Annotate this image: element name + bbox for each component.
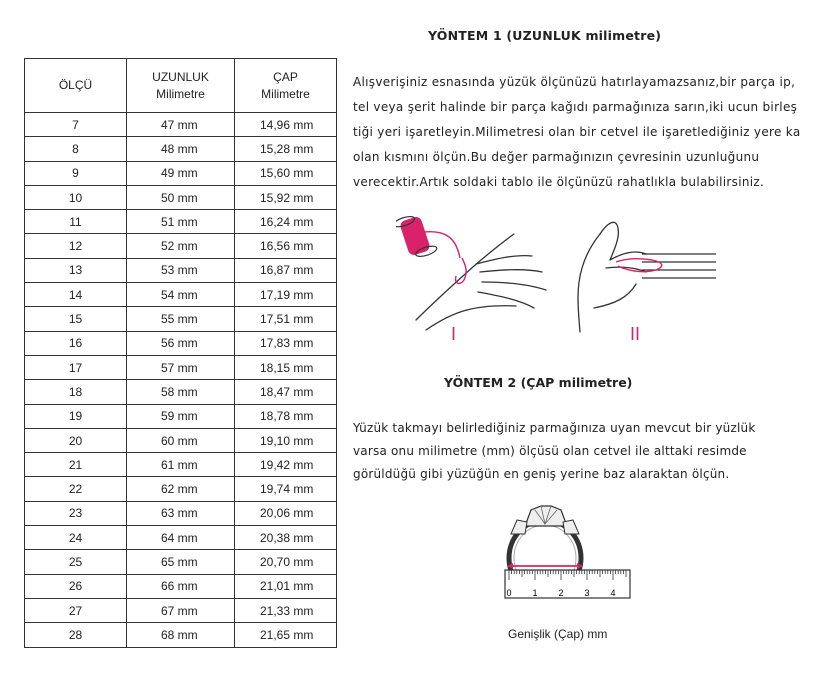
- header-diameter: [235, 59, 337, 113]
- diameter-cell: 17,83 mm: [235, 331, 337, 355]
- diameter-cell: 19,74 mm: [235, 477, 337, 501]
- size-cell: 7: [25, 113, 127, 137]
- diameter-cell: 18,78 mm: [235, 404, 337, 428]
- size-cell: 19: [25, 404, 127, 428]
- length-cell: 56 mm: [127, 331, 235, 355]
- size-cell: 21: [25, 453, 127, 477]
- diameter-cell: 20,38 mm: [235, 526, 337, 550]
- ruler-label: 0: [506, 588, 512, 598]
- diameter-cell: 17,51 mm: [235, 307, 337, 331]
- diameter-cell: 18,47 mm: [235, 380, 337, 404]
- table-row: [25, 598, 337, 622]
- thread-spool-icon: [396, 214, 438, 258]
- length-cell: 52 mm: [127, 234, 235, 258]
- table-row: [25, 137, 337, 161]
- diameter-cell: 20,70 mm: [235, 550, 337, 574]
- header-length-line2: Milimetre: [156, 86, 205, 101]
- table-row: [25, 185, 337, 209]
- size-cell: 8: [25, 137, 127, 161]
- table-row: [25, 380, 337, 404]
- diameter-cell: 15,92 mm: [235, 185, 337, 209]
- method1-line: tel veya şerit halinde bir parça kağıdı parmağınıza sarın,iki ucun birleş: [353, 100, 798, 114]
- diameter-cell: 19,42 mm: [235, 453, 337, 477]
- length-cell: 55 mm: [127, 307, 235, 331]
- size-cell: 12: [25, 234, 127, 258]
- length-cell: 47 mm: [127, 113, 235, 137]
- length-cell: 57 mm: [127, 355, 235, 379]
- thread-wrap-illustration: [396, 208, 556, 348]
- length-cell: 65 mm: [127, 550, 235, 574]
- header-diameter-line1: ÇAP: [273, 69, 298, 84]
- length-cell: 51 mm: [127, 210, 235, 234]
- hand-icon: [416, 234, 546, 330]
- ring-measure-illustration: [495, 500, 640, 605]
- length-cell: 63 mm: [127, 501, 235, 525]
- table-row: [25, 477, 337, 501]
- table-row: [25, 283, 337, 307]
- size-cell: 10: [25, 185, 127, 209]
- diameter-cell: 18,15 mm: [235, 355, 337, 379]
- length-cell: 54 mm: [127, 283, 235, 307]
- table-row: [25, 501, 337, 525]
- length-cell: 62 mm: [127, 477, 235, 501]
- table-row: [25, 623, 337, 647]
- ruler-label: 1: [532, 588, 538, 598]
- length-cell: 48 mm: [127, 137, 235, 161]
- table-row: [25, 355, 337, 379]
- table-row: [25, 526, 337, 550]
- step-marker-2: II: [630, 324, 641, 344]
- diameter-cell: 21,65 mm: [235, 623, 337, 647]
- header-length: [127, 59, 235, 113]
- method1-line: verecektir.Artık soldaki tablo ile ölçünüzü rahatlıkla bulabilirsiniz.: [353, 175, 765, 189]
- table-row: [25, 574, 337, 598]
- table-row: [25, 210, 337, 234]
- size-cell: 15: [25, 307, 127, 331]
- method2-line: varsa onu milimetre (mm) ölçüsü olan cetvel ile alttaki resimde: [353, 444, 747, 458]
- thread-measure-illustration: [566, 208, 736, 348]
- method1-line: olan kısmını ölçün.Bu değer parmağınızın çevresinin uzunluğunu: [353, 150, 760, 164]
- table-row: [25, 428, 337, 452]
- method2-line: Yüzük takmayı belirlediğiniz parmağınıza uyan mevcut bir yüzlük: [353, 421, 756, 435]
- size-cell: 13: [25, 258, 127, 282]
- diameter-cell: 21,01 mm: [235, 574, 337, 598]
- length-cell: 60 mm: [127, 428, 235, 452]
- ring-caption: Genişlik (Çap) mm: [508, 627, 608, 641]
- length-cell: 49 mm: [127, 161, 235, 185]
- length-cell: 68 mm: [127, 623, 235, 647]
- method1-line: Alışverişiniz esnasında yüzük ölçünüzü hatırlayamazsanız,bir parça ip,: [353, 75, 796, 89]
- method1-text: [353, 70, 822, 195]
- ruler-label: 4: [610, 588, 616, 598]
- size-cell: 18: [25, 380, 127, 404]
- size-cell: 9: [25, 161, 127, 185]
- length-cell: 67 mm: [127, 598, 235, 622]
- size-cell: 27: [25, 598, 127, 622]
- method2-line: görüldüğü gibi yüzüğün en geniş yerine baz alaraktan ölçün.: [353, 467, 730, 481]
- table-row: [25, 258, 337, 282]
- table-header-row: [25, 59, 337, 113]
- ruler-icon: [642, 254, 716, 278]
- header-length-line1: UZUNLUK: [152, 69, 209, 84]
- length-cell: 58 mm: [127, 380, 235, 404]
- table-row: [25, 161, 337, 185]
- size-cell: 28: [25, 623, 127, 647]
- length-cell: 59 mm: [127, 404, 235, 428]
- table-row: [25, 550, 337, 574]
- ruler-label: 2: [558, 588, 564, 598]
- size-cell: 16: [25, 331, 127, 355]
- size-cell: 23: [25, 501, 127, 525]
- size-cell: 22: [25, 477, 127, 501]
- hand-icon: [578, 222, 646, 332]
- ruler-label: 3: [584, 588, 590, 598]
- diameter-cell: 16,24 mm: [235, 210, 337, 234]
- step-marker-1: I: [451, 324, 457, 344]
- method2-text: [353, 417, 813, 486]
- table-row: [25, 234, 337, 258]
- diameter-cell: 17,19 mm: [235, 283, 337, 307]
- header-size-label: ÖLÇÜ: [58, 78, 93, 92]
- method1-line: tiği yeri işaretleyin.Milimetresi olan bir cetvel ile işaretlediğiniz yere ka: [353, 125, 801, 139]
- length-cell: 50 mm: [127, 185, 235, 209]
- header-size: [25, 59, 127, 113]
- method1-title: YÖNTEM 1 (UZUNLUK milimetre): [428, 28, 662, 43]
- length-cell: 53 mm: [127, 258, 235, 282]
- size-cell: 20: [25, 428, 127, 452]
- ring-size-table: [24, 58, 337, 648]
- size-cell: 14: [25, 283, 127, 307]
- size-cell: 24: [25, 526, 127, 550]
- table-row: [25, 113, 337, 137]
- table-row: [25, 453, 337, 477]
- diameter-cell: 19,10 mm: [235, 428, 337, 452]
- length-cell: 61 mm: [127, 453, 235, 477]
- size-cell: 25: [25, 550, 127, 574]
- table-row: [25, 331, 337, 355]
- method2-title: YÖNTEM 2 (ÇAP milimetre): [444, 375, 633, 390]
- length-cell: 64 mm: [127, 526, 235, 550]
- header-diameter-line2: Milimetre: [261, 86, 310, 101]
- size-cell: 11: [25, 210, 127, 234]
- diameter-cell: 15,60 mm: [235, 161, 337, 185]
- size-cell: 17: [25, 355, 127, 379]
- diameter-cell: 14,96 mm: [235, 113, 337, 137]
- size-cell: 26: [25, 574, 127, 598]
- table-row: [25, 404, 337, 428]
- diameter-cell: 16,56 mm: [235, 234, 337, 258]
- diameter-cell: 15,28 mm: [235, 137, 337, 161]
- diameter-cell: 21,33 mm: [235, 598, 337, 622]
- length-cell: 66 mm: [127, 574, 235, 598]
- diameter-cell: 20,06 mm: [235, 501, 337, 525]
- table-row: [25, 307, 337, 331]
- diameter-cell: 16,87 mm: [235, 258, 337, 282]
